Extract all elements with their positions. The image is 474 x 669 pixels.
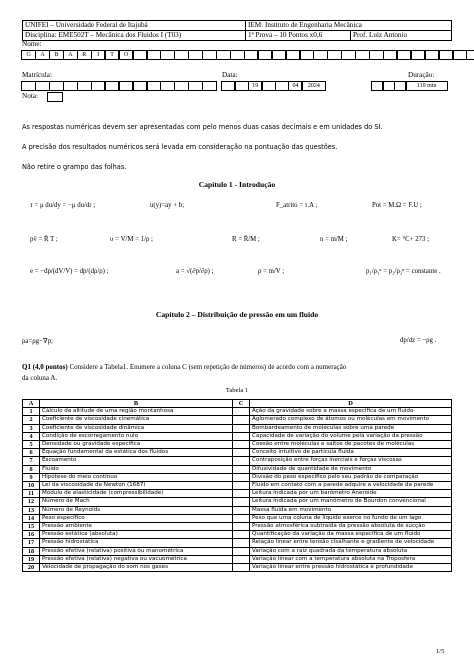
row-number: 1 [23, 408, 40, 416]
row-definition: Massa fluida em movimento [250, 506, 452, 514]
matricula-box[interactable] [49, 81, 64, 91]
name-box[interactable]: R [77, 50, 92, 60]
matricula-box[interactable] [105, 81, 120, 91]
name-box[interactable]: A [35, 50, 50, 60]
header-table [22, 20, 452, 41]
name-box[interactable]: T [105, 50, 120, 60]
row-definition: Leitura indicada por um manômetro de Bourdon convencional [250, 498, 452, 506]
matricula-box[interactable] [77, 81, 92, 91]
name-box[interactable] [216, 50, 231, 60]
table-row [23, 416, 452, 424]
name-box[interactable] [300, 50, 315, 60]
formula-friction: F_atrito = τ.A ; [276, 202, 318, 209]
col-a-header: A [23, 400, 40, 408]
exam-title: 1ª Prova – 10 Pontos x0,6 [246, 31, 351, 41]
table-row [23, 506, 452, 514]
row-definition: Pressão atmosférica subtraída da pressão absoluta de sucção [250, 523, 452, 531]
instruction-3: Não retire o grampo das folhas. [22, 163, 127, 171]
table-row [23, 547, 452, 555]
row-number: 2 [23, 416, 40, 424]
answer-cell[interactable] [233, 441, 250, 449]
formula-polytropic: p₁/ρ₁ⁿ = p₂/ρ₂ⁿ = constante . [366, 268, 441, 275]
university: UNIFEI – Universidade Federal de Itajubá [23, 21, 246, 31]
table-row [23, 457, 452, 465]
row-term: Número de Reynolds [40, 506, 233, 514]
row-number: 19 [23, 555, 40, 563]
table-row [23, 514, 452, 522]
row-number: 14 [23, 514, 40, 522]
matricula-box[interactable] [63, 81, 78, 91]
row-term: Fluido [40, 465, 233, 473]
row-term: Equação fundamental da estática dos fluidos [40, 449, 233, 457]
row-number: 15 [23, 523, 40, 531]
answer-cell[interactable] [233, 482, 250, 490]
data-label: Data: [222, 71, 238, 79]
matricula-box[interactable] [188, 81, 203, 91]
row-number: 11 [23, 490, 40, 498]
table-row [23, 531, 452, 539]
row-term: Número de Mach [40, 498, 233, 506]
name-box[interactable] [327, 50, 342, 60]
question-line-1 [22, 363, 346, 371]
answer-cell[interactable] [233, 539, 250, 547]
formula-velocity: u(y)=ay + b; [150, 202, 185, 209]
formula-kelvin: K= °C+ 273 ; [392, 236, 430, 243]
table-row [23, 473, 452, 481]
date-year: 2024 [302, 81, 326, 91]
row-number: 9 [23, 473, 40, 481]
row-definition: Variação com a raiz quadrada da temperatura absoluta [250, 547, 452, 555]
duration-value: 110 min [406, 81, 448, 91]
nota-box[interactable] [48, 92, 63, 102]
row-definition: Peso que uma coluna de líquido exerce no fundo de um lago [250, 514, 452, 522]
matricula-box[interactable] [35, 81, 50, 91]
nota-label: Nota: [22, 92, 38, 100]
question-line-2: da coluna A. [22, 374, 58, 382]
row-number: 12 [23, 498, 40, 506]
instruction-2: A precisão dos resultados numéricos será levada em consideração na pontuação das questões. [22, 143, 338, 151]
matricula-boxes[interactable] [22, 81, 217, 91]
name-box[interactable]: I [91, 50, 106, 60]
name-box[interactable]: B [49, 50, 64, 60]
table-row [23, 432, 452, 440]
name-box[interactable] [286, 50, 301, 60]
table-row [23, 449, 452, 457]
matricula-box[interactable] [160, 81, 175, 91]
matricula-label: Matrícula: [22, 71, 52, 79]
answer-cell[interactable] [233, 490, 250, 498]
table-row [23, 564, 452, 572]
name-box[interactable]: A [63, 50, 78, 60]
row-term: Pressão efetiva (relativa) positiva ou manométrica [40, 547, 233, 555]
question-label: Q1 (4,0 pontos) [22, 363, 68, 371]
row-term: Pressão hidrostática [40, 539, 233, 547]
chapter2-title: Capítulo 2 – Distribuição de pressão em um fluido [155, 310, 319, 319]
answer-cell[interactable] [233, 547, 250, 555]
row-number: 18 [23, 547, 40, 555]
matricula-box[interactable] [147, 81, 162, 91]
row-term: Pressão ambiente [40, 523, 233, 531]
name-box[interactable] [230, 50, 245, 60]
table-row [23, 482, 452, 490]
name-box[interactable]: G [21, 50, 36, 60]
formula-sound-speed: a = √(∂p/∂ρ) ; [176, 268, 214, 275]
name-box[interactable] [202, 50, 217, 60]
row-number: 4 [23, 432, 40, 440]
name-box[interactable] [369, 50, 384, 60]
row-term: Condição de escorregamento nulo [40, 432, 233, 440]
formula-shear: τ = μ du/dy = −μ du/dr ; [30, 202, 96, 209]
date-month: 04 [288, 81, 302, 91]
discipline: Disciplina: EME502T – Mecânica dos Fluidos I (T03) [23, 31, 246, 41]
row-term: Peso específico [40, 514, 233, 522]
answer-cell[interactable] [233, 498, 250, 506]
answer-cell[interactable] [233, 531, 250, 539]
answer-cell[interactable] [233, 416, 250, 424]
name-box[interactable]: O [119, 50, 134, 60]
row-number: 6 [23, 449, 40, 457]
matricula-box[interactable] [119, 81, 134, 91]
table-row [23, 539, 452, 547]
name-box[interactable] [383, 50, 398, 60]
table-row [23, 498, 452, 506]
row-definition: Quantificação da variação da massa específica de um fluido [250, 531, 452, 539]
row-number: 8 [23, 465, 40, 473]
name-box[interactable] [425, 50, 440, 60]
name-box[interactable] [174, 50, 189, 60]
row-term: Hipótese do meio contínuo [40, 473, 233, 481]
formula-density: ρ = m/V ; [258, 268, 285, 275]
row-term: Pressão efetiva (relativa) negativa ou vacuométrica [40, 555, 233, 563]
name-box[interactable] [411, 50, 426, 60]
row-number: 7 [23, 457, 40, 465]
answer-cell[interactable] [233, 432, 250, 440]
duration-boxes [372, 81, 448, 91]
matricula-box[interactable] [91, 81, 106, 91]
name-box[interactable] [272, 50, 287, 60]
table-row [23, 555, 452, 563]
row-term: Coeficiente de viscosidade dinâmica [40, 424, 233, 432]
row-definition: Relação linear entre tensão cisalhante e gradiente de velocidade [250, 539, 452, 547]
name-label: Nome: [22, 40, 42, 48]
table-row [23, 441, 452, 449]
col-c-header: C [233, 400, 250, 408]
table-caption: Tabela 1 [225, 387, 249, 394]
name-box[interactable] [258, 50, 273, 60]
row-number: 13 [23, 506, 40, 514]
row-definition: Aglomerado complexo de átomos ou moléculas em movimento [250, 416, 452, 424]
page-number: 1/5 [436, 648, 445, 655]
row-term: Módulo de elasticidade (compressibilidade) [40, 490, 233, 498]
answer-cell[interactable] [233, 424, 250, 432]
answer-cell[interactable] [233, 564, 250, 572]
answer-cell[interactable] [233, 473, 250, 481]
row-number: 20 [23, 564, 40, 572]
formula-bulk-modulus: e = −dp/(dV/V) = dp/(dρ/ρ) ; [30, 268, 109, 275]
row-definition: Leitura indicada por um barômetro Aneróide [250, 490, 452, 498]
formula-gas-constant: R = R̄/M ; [232, 236, 260, 243]
row-number: 3 [23, 424, 40, 432]
duracao-label: Duração: [408, 71, 435, 79]
answer-cell[interactable] [233, 514, 250, 522]
row-definition: Divisão do peso específico pelo seu padrão de comparação [250, 473, 452, 481]
answer-cell[interactable] [233, 523, 250, 531]
name-box[interactable] [397, 50, 412, 60]
name-boxes[interactable] [22, 50, 474, 60]
answer-cell[interactable] [233, 408, 250, 416]
formula-power: Pot = M.Ω = F.U ; [372, 202, 422, 209]
row-term: Cálculo da altitude de uma região montanhosa [40, 408, 233, 416]
table-row [23, 465, 452, 473]
name-box[interactable] [313, 50, 328, 60]
name-box[interactable] [439, 50, 454, 60]
answer-cell[interactable] [233, 506, 250, 514]
formula-specific-volume: υ = V/M = 1/ρ ; [110, 236, 153, 243]
row-term: Densidade ou gravidade específica [40, 441, 233, 449]
table-row [23, 424, 452, 432]
row-definition: Coesão entre moléculas e saltos de pacotes de moléculas [250, 441, 452, 449]
row-definition: Bombardeamento de moléculas sobre uma parede [250, 424, 452, 432]
row-definition: Fluido em contato com a parede adquire a velocidade da parede [250, 482, 452, 490]
name-box[interactable] [244, 50, 259, 60]
row-definition: Variação linear entre pressão hidrostática e profundidade [250, 564, 452, 572]
table-row [23, 408, 452, 416]
formula-hydrostatic: dp/dz = −ρg . [400, 337, 437, 344]
name-box[interactable] [133, 50, 148, 60]
row-term: Lei da viscosidade de Newton (1687) [40, 482, 233, 490]
table-row [23, 523, 452, 531]
name-box[interactable] [355, 50, 370, 60]
answer-cell[interactable] [233, 457, 250, 465]
row-definition: Variação linear com a temperatura absoluta na Troposfera [250, 555, 452, 563]
row-definition: Ação da gravidade sobre a massa específica de um fluido [250, 408, 452, 416]
row-definition: Contraposição entre forças inerciais e forças viscosas [250, 457, 452, 465]
answer-cell[interactable] [233, 465, 250, 473]
name-box[interactable] [466, 50, 474, 60]
name-box[interactable] [188, 50, 203, 60]
row-term: Coeficiente de viscosidade cinemática [40, 416, 233, 424]
formula-moles: n = m/M ; [320, 236, 348, 243]
col-d-header: D [250, 400, 452, 408]
name-box[interactable] [160, 50, 175, 60]
row-definition: Capacidade de variação do volume pela variação da pressão [250, 432, 452, 440]
matricula-box[interactable] [133, 81, 148, 91]
row-term: Pressão estática (absoluta) [40, 531, 233, 539]
row-number: 17 [23, 539, 40, 547]
name-box[interactable] [147, 50, 162, 60]
row-number: 16 [23, 531, 40, 539]
row-term: Velocidade de propagação do som nos gases [40, 564, 233, 572]
formula-gas: pv̄ = R̄ T ; [30, 236, 58, 243]
matricula-box[interactable] [202, 81, 217, 91]
answer-cell[interactable] [233, 555, 250, 563]
institute: IEM: Instituto de Engenharia Mecânica [246, 21, 452, 31]
name-box[interactable] [453, 50, 468, 60]
instruction-1: As respostas numéricas devem ser apresentadas com pelo menos duas casas decimais e em unidades do SI. [22, 123, 383, 131]
question-text: Considere a Tabela1. Enumere a coluna C (sem repetição de números) de acordo com a numeração [67, 363, 347, 371]
chapter1-title: Capítulo 1 - Introdução [198, 180, 276, 189]
row-number: 10 [23, 482, 40, 490]
row-number: 5 [23, 441, 40, 449]
answer-cell[interactable] [233, 449, 250, 457]
professor: Prof. Luiz Antonio [351, 31, 452, 41]
table-row [23, 490, 452, 498]
formula-momentum: ρa=ρg−∇p; [22, 338, 53, 345]
matricula-box[interactable] [21, 81, 36, 91]
row-definition: Conceito intuitivo de partícula fluida [250, 449, 452, 457]
name-box[interactable] [341, 50, 356, 60]
matricula-box[interactable] [174, 81, 189, 91]
date-day: 19 [248, 81, 262, 91]
matching-table [22, 399, 452, 572]
date-boxes[interactable] [222, 81, 326, 91]
col-b-header: B [40, 400, 233, 408]
row-term: Escoamento [40, 457, 233, 465]
row-definition: Difusividade de quantidade de movimento [250, 465, 452, 473]
